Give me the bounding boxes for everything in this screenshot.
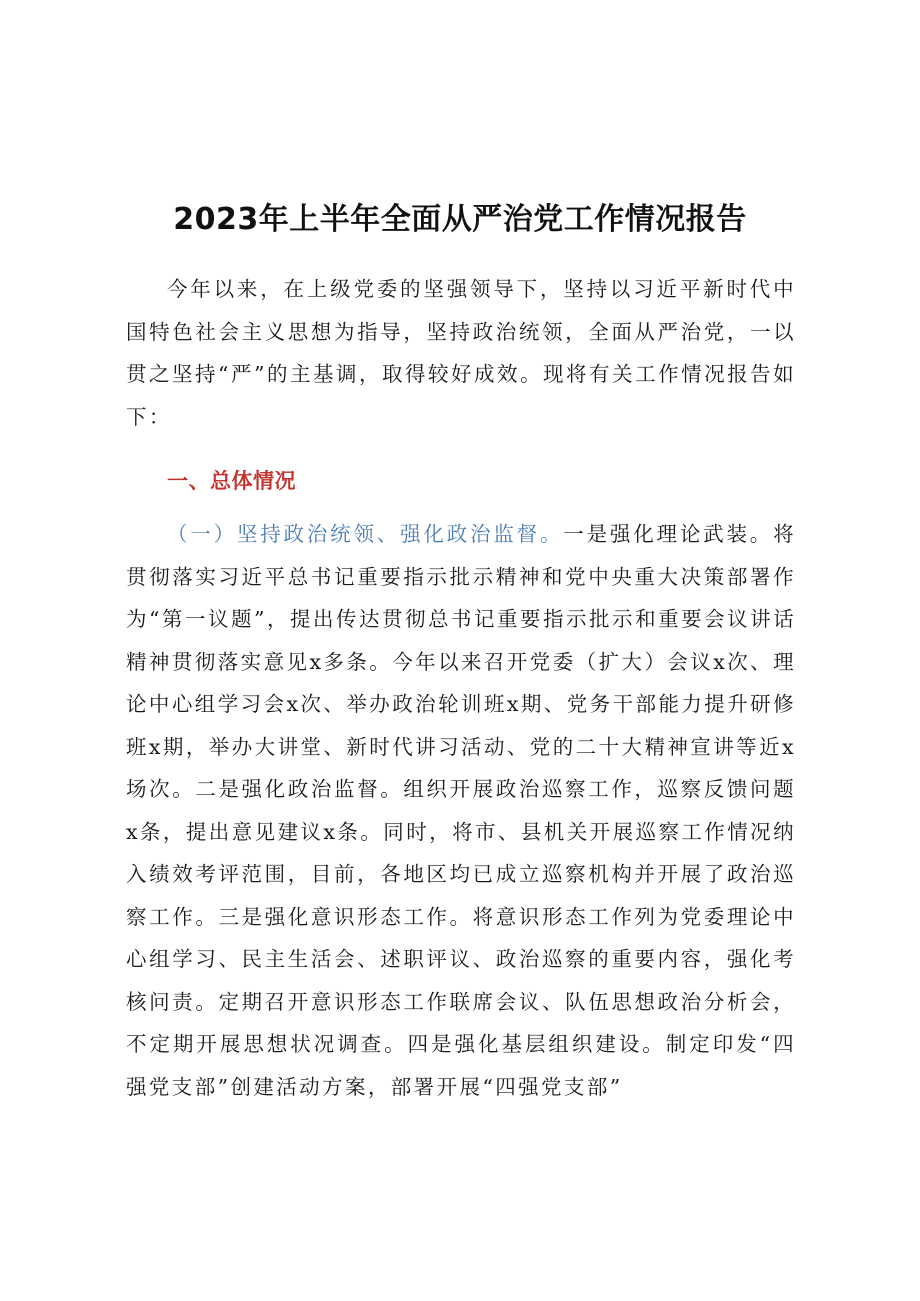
intro-paragraph: 今年以来，在上级党委的坚强领导下，坚持以习近平新时代中国特色社会主义思想为指导，坚持政治统领，全面从严治党，一以贯之坚持“严”的主基调，取得较好成效。现将有关工作情况报告如下： — [126, 277, 796, 429]
paragraph-text: 一是强化理论武装。将贯彻落实习近平总书记重要指示批示精神和党中央重大决策部署作为“第一议题”，提出传达贯彻总书记重要指示批示和重要会议讲话精神贯彻落实意见x多条。今年以来召开党委（扩大）会议x次、理论中心组学习会x次、举办政治轮训班x期、党务干部能力提升研修班x期，举办大讲堂、新时代讲习活动、党的二十大精神宣讲等近x场次。二是强化政治监督。组织开展政治巡察工作，巡察反馈问题x条，提出意见建议x条。同时，将市、县机关开展巡察工作情况纳入绩效考评范围，目前，各地区均已成立巡察机构并开展了政治巡察工作。三是强化意识形态工作。将意识形态工作列为党委理论中心组学习、民主生活会、述职评议、政治巡察的重要内容，强化考核问责。定期召开意识形态工作联席会议、队伍思想政治分析会，不定期开展思想状况调查。四是强化基层组织建设。制定印发“四强党支部”创建活动方案，部署开展“四强党支部” — [126, 522, 796, 1099]
section-heading-overall: 一、总体情况 — [167, 469, 296, 493]
document-title: 2023年上半年全面从严治党工作情况报告 — [173, 202, 747, 237]
subsection-heading: （一）坚持政治统领、强化政治监督。 — [167, 522, 564, 546]
body-paragraph — [126, 513, 796, 1108]
